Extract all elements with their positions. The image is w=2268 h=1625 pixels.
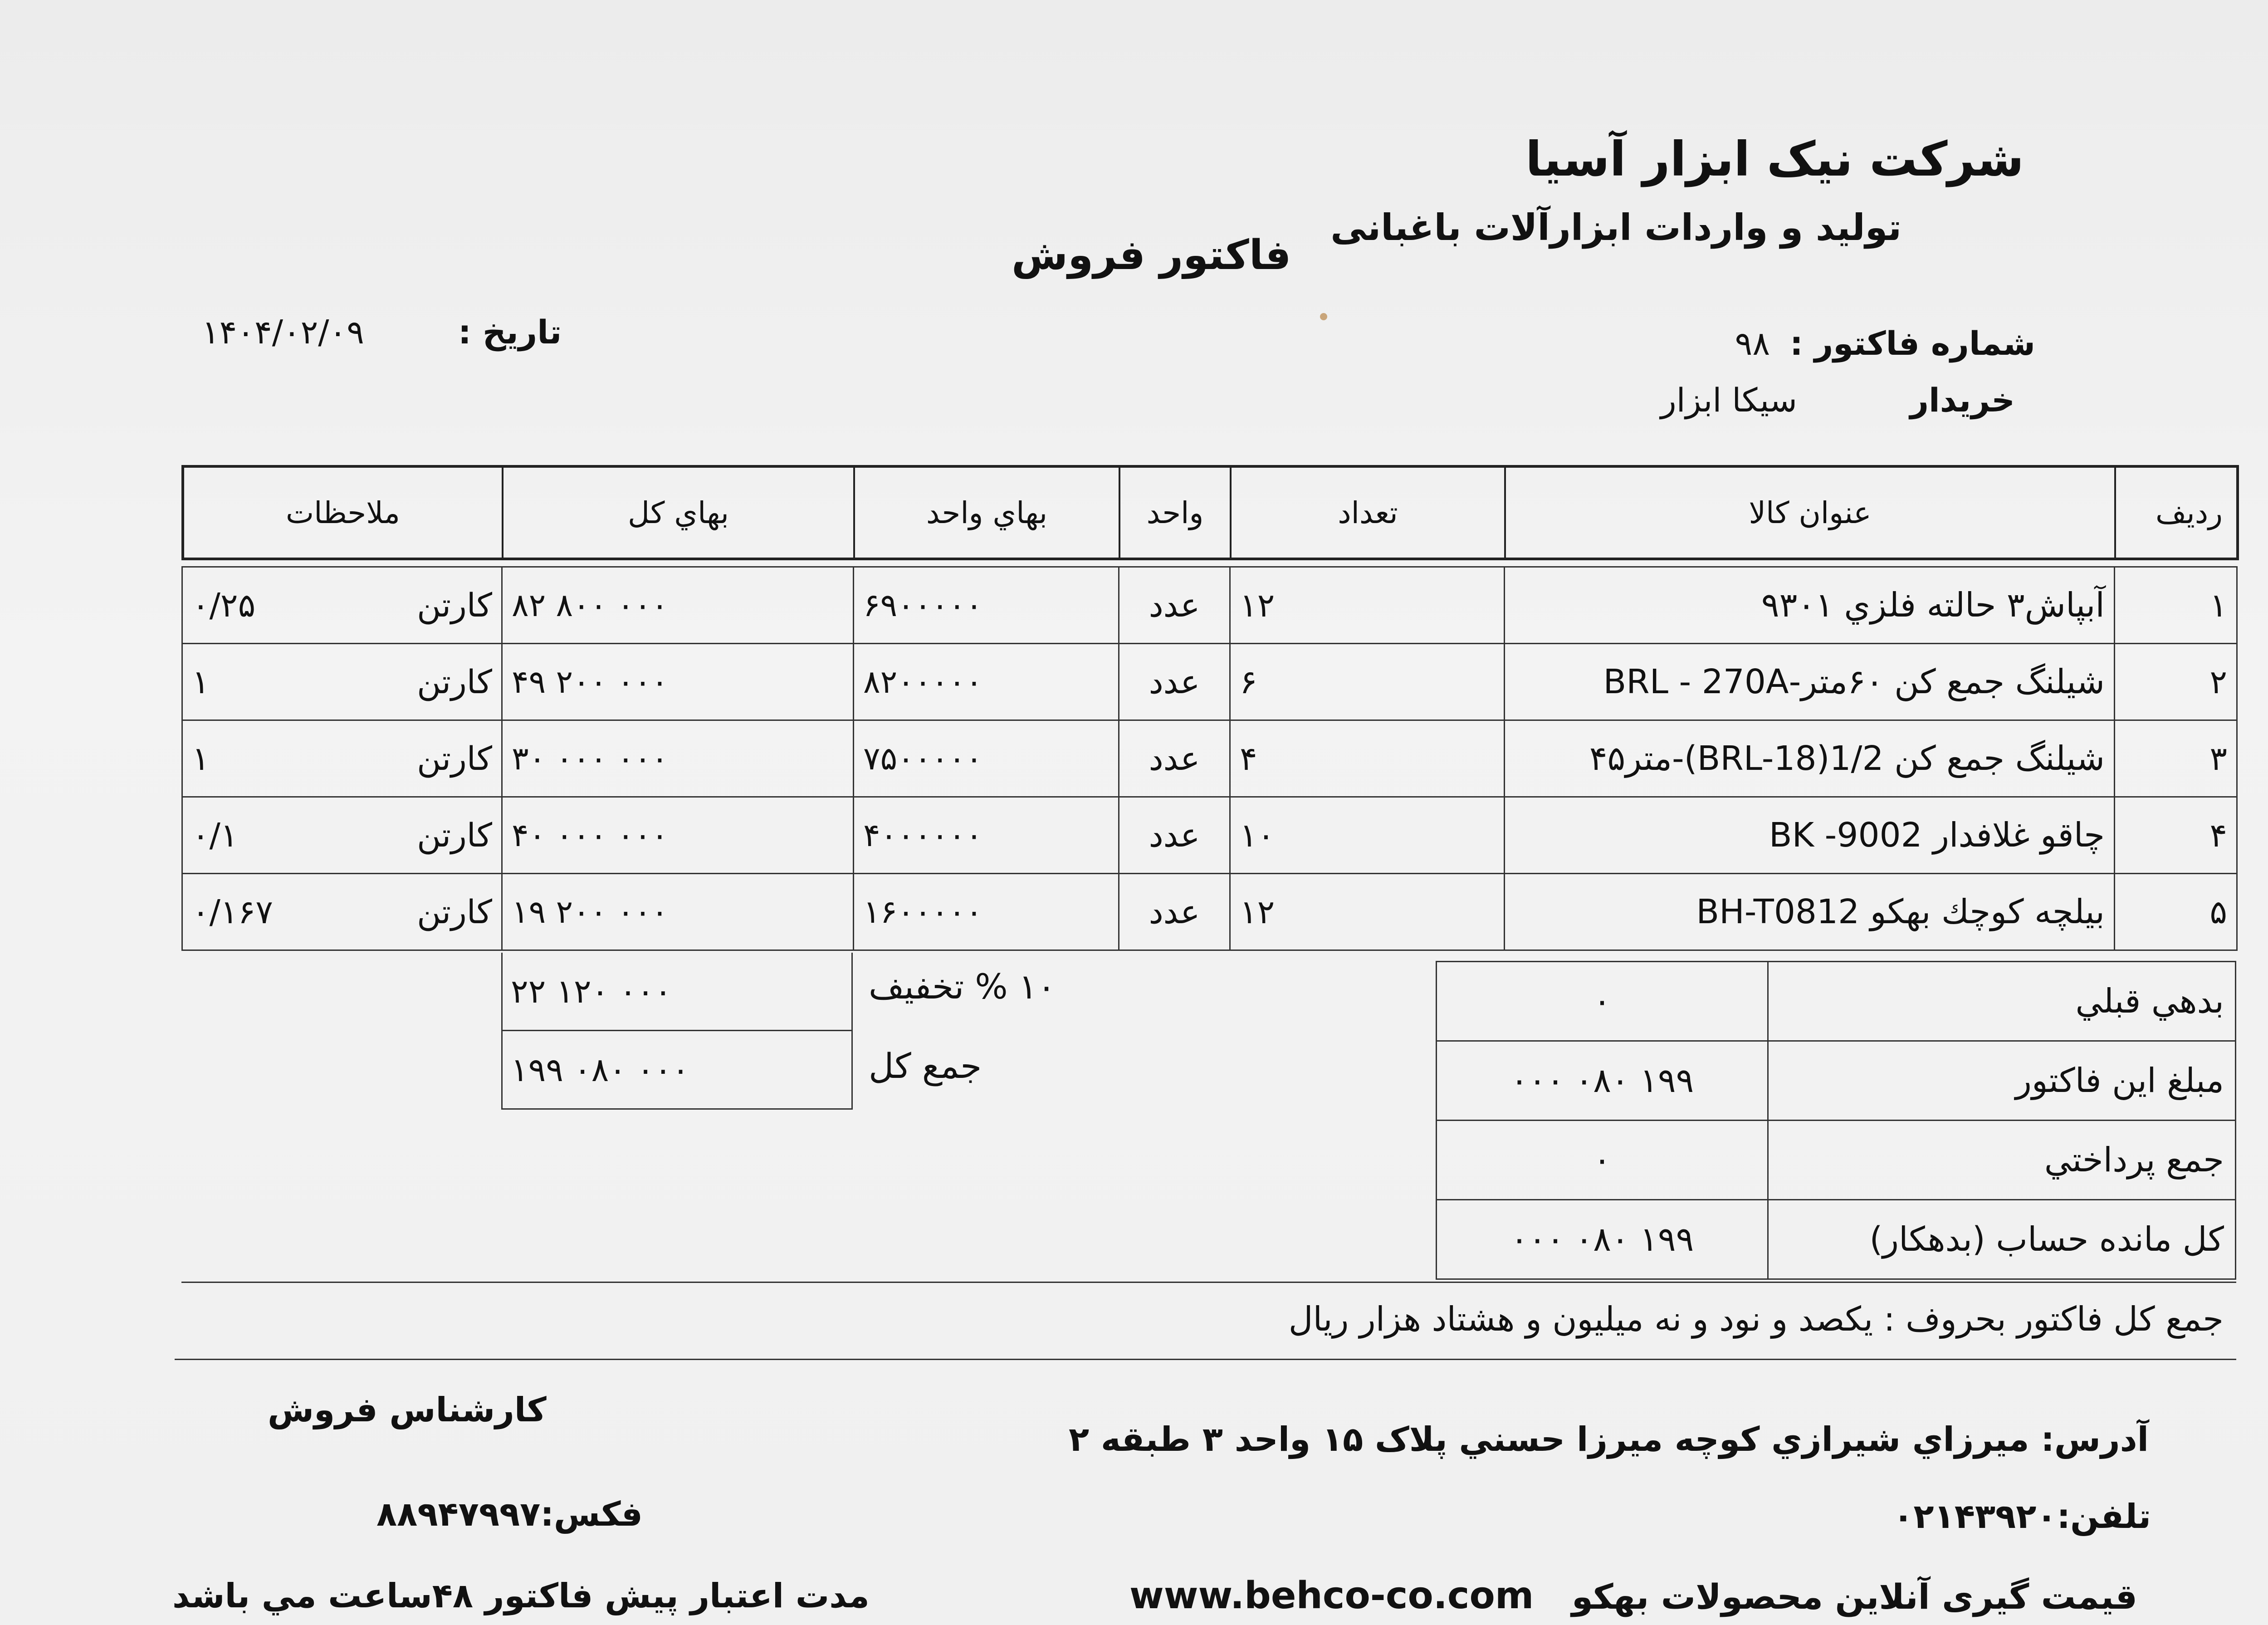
invoice-number-label: شماره فاکتور : [1789,324,2035,362]
note-quantity: ۰/۲۵ [192,586,256,624]
summary-row [1437,1200,2236,1279]
cell-total-price: ۳۰ ۰۰۰ ۰۰۰ [502,720,854,797]
cell-unit: عدد [1119,644,1230,720]
col-header-title: عنوان کالا [1505,466,2115,559]
summary-value: ۰ [1437,962,1768,1041]
cell-quantity: ۱۰ [1230,797,1505,874]
cell-notes [182,797,502,874]
cell-quantity: ۶ [1230,644,1505,720]
grand-total-row [502,1031,852,1109]
note-quantity: ۰/۱ [192,816,238,854]
company-name: شرکت نیک ابزار آسیا [1525,132,2024,187]
cell-unit-price: ۱۶۰۰۰۰۰ [854,874,1119,950]
online-pricing-text: قیمت گیری آنلاین محصولات بهکو [1571,1576,2137,1617]
cell-unit-price: ۴۰۰۰۰۰۰ [854,797,1119,874]
table-row [182,874,2237,950]
col-header-total: بهاي کل [503,466,854,559]
note-quantity: ۱ [192,739,210,778]
cell-notes [182,567,502,644]
date-value: ۱۴۰۴/۰۲/۰۹ [202,313,364,351]
note-quantity: ۰/۱۶۷ [192,893,273,931]
cell-unit-price: ۶۹۰۰۰۰۰ [854,567,1119,644]
cell-quantity: ۴ [1230,720,1505,797]
table-row [182,797,2237,874]
cell-quantity: ۱۲ [1230,567,1505,644]
cell-total-price: ۴۹ ۲۰۰ ۰۰۰ [502,644,854,720]
cell-unit-price: ۸۲۰۰۰۰۰ [854,644,1119,720]
phone-text: تلفن:۰۲۱۴۳۹۲۰ [1893,1497,2151,1536]
divider-line [181,1282,2236,1283]
table-row [182,567,2237,644]
table-row [182,720,2237,797]
table-row [182,644,2237,720]
totals-table [501,953,853,1110]
cell-total-price: ۸۲ ۸۰۰ ۰۰۰ [502,567,854,644]
col-header-notes: ملاحظات [183,466,503,559]
cell-quantity: ۱۲ [1230,874,1505,950]
cell-item-title: بیلچه کوچك بهکو BH-T0812 [1505,874,2115,950]
invoice-number-value: ۹۸ [1735,324,1770,362]
col-header-unit-price: بهاي واحد [854,466,1119,559]
grand-total-label: جمع کل [869,1046,982,1086]
summary-label: مبلغ این فاکتور [1768,1041,2236,1121]
summary-row [1437,962,2236,1041]
cell-total-price: ۱۹ ۲۰۰ ۰۰۰ [502,874,854,950]
summary-label: جمع پرداختي [1768,1121,2236,1200]
discount-label: ۱۰ % تخفیف [869,966,1056,1007]
sales-expert-label: کارشناس فروش [268,1390,547,1429]
cell-notes [182,874,502,950]
note-package: کارتن [417,586,492,624]
date-label: تاریخ : [458,313,562,351]
col-header-unit: واحد [1119,466,1231,559]
cell-row-number: ۵ [2115,874,2237,950]
note-package: کارتن [417,893,492,931]
cell-total-price: ۴۰ ۰۰۰ ۰۰۰ [502,797,854,874]
cell-unit: عدد [1119,797,1230,874]
summary-row [1437,1041,2236,1121]
account-summary-table [1436,961,2236,1280]
items-table [181,566,2238,951]
buyer-label: خریدار [1910,381,2015,419]
summary-value: ۱۹۹ ۰۸۰ ۰۰۰ [1437,1200,1768,1279]
cell-notes [182,644,502,720]
paper-speck [1320,313,1327,320]
cell-unit: عدد [1119,874,1230,950]
cell-item-title: چاقو غلافدار BK -9002 [1505,797,2115,874]
cell-row-number: ۳ [2115,720,2237,797]
note-package: کارتن [417,663,492,701]
cell-unit-price: ۷۵۰۰۰۰۰ [854,720,1119,797]
summary-label: بدهي قبلي [1768,962,2236,1041]
cell-item-title: شیلنگ جمع کن ۶۰متر-BRL - 270A [1505,644,2115,720]
summary-label: کل مانده حساب (بدهکار) [1768,1200,2236,1279]
summary-row [1437,1121,2236,1200]
summary-value: ۱۹۹ ۰۸۰ ۰۰۰ [1437,1041,1768,1121]
cell-unit: عدد [1119,567,1230,644]
grand-total-value: ۱۹۹ ۰۸۰ ۰۰۰ [502,1031,852,1109]
cell-unit: عدد [1119,720,1230,797]
amount-in-words: جمع کل فاکتور بحروف : یکصد و نود و نه میلیون و هشتاد هزار ریال [1288,1300,2224,1339]
cell-item-title: آبپاش۳ حالته فلزي ۹۳۰۱ [1505,567,2115,644]
cell-row-number: ۱ [2115,567,2237,644]
validity-note: مدت اعتبار پیش فاکتور ۴۸ساعت مي باشد [172,1576,870,1615]
buyer-value: سیکا ابزار [1660,381,1797,419]
note-quantity: ۱ [192,663,210,701]
divider-line [175,1359,2236,1360]
col-header-row: ردیف [2115,466,2238,559]
items-header [181,465,2239,560]
website-link[interactable]: www.behco-co.com [1129,1574,1534,1617]
note-package: کارتن [417,739,492,778]
cell-row-number: ۲ [2115,644,2237,720]
fax-text: فکس:۸۸۹۴۷۹۹۷ [376,1495,643,1534]
document-title: فاکتور فروش [1012,231,1291,279]
cell-item-title: شیلنگ جمع کن 1/2(BRL-18)-متر۴۵ [1505,720,2115,797]
cell-notes [182,720,502,797]
address-text: آدرس: میرزاي شیرازي کوچه میرزا حسني پلاک ۱۵ واحد ۳ طبقه ۲ [1069,1420,2149,1459]
summary-value: ۰ [1437,1121,1768,1200]
discount-row [502,953,852,1031]
company-subtitle: تولید و واردات ابزارآلات باغبانی [1330,206,1901,249]
discount-value: ۲۲ ۱۲۰ ۰۰۰ [502,953,852,1031]
cell-row-number: ۴ [2115,797,2237,874]
col-header-qty: تعداد [1231,466,1505,559]
note-package: کارتن [417,816,492,854]
